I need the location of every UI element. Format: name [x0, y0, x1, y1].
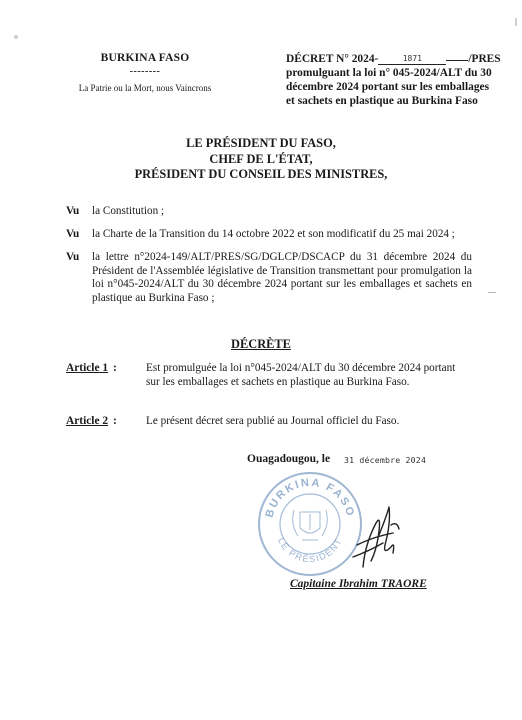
- decree-suffix: /PRES: [468, 53, 501, 65]
- decree-title-line-3: et sachets en plastique au Burkina Faso: [286, 95, 478, 107]
- article-2-text: Le présent décret sera publié au Journal officiel du Faso.: [146, 415, 400, 427]
- visa-text: la Charte de la Transition du 14 octobre 2022 et son modificatif du 25 mai 2024 ;: [92, 228, 455, 240]
- president-line-1: LE PRÉSIDENT DU FASO,: [186, 136, 336, 150]
- handwritten-signature: [335, 495, 415, 575]
- visa-item: [66, 228, 472, 242]
- decree-number: 1871: [378, 54, 446, 65]
- decree-title-line-1: promulguant la loi n° 045-2024/ALT du 30: [286, 67, 492, 79]
- visa-label: Vu: [66, 228, 80, 240]
- decrete-heading: [0, 337, 522, 352]
- article-2-colon: :: [113, 415, 117, 427]
- decree-number-line: [286, 52, 506, 66]
- visa-item: [66, 251, 472, 305]
- visa-text: la Constitution ;: [92, 205, 165, 217]
- president-line-2: CHEF DE L'ÉTAT,: [209, 151, 313, 166]
- scan-speck: [14, 35, 18, 39]
- visa-label: Vu: [66, 205, 80, 217]
- scan-edge-mark: [515, 18, 517, 26]
- header-dashes: --------: [129, 66, 161, 77]
- president-line-3: PRÉSIDENT DU CONSEIL DES MINISTRES,: [134, 167, 388, 181]
- article-1-label: Article 1: [66, 362, 109, 374]
- decree-prefix: DÉCRET N° 2024-: [286, 53, 379, 65]
- header-country-block: [60, 52, 230, 93]
- article-1-colon: :: [113, 362, 117, 374]
- president-title-block: [0, 136, 522, 183]
- signature-place: Ouagadougou, le: [247, 453, 331, 465]
- decrete-text: DÉCRÈTE: [231, 337, 291, 351]
- signature-date: 31 décembre 2024: [344, 455, 427, 465]
- seal-text-bottom: LE PRÉSIDENT: [276, 536, 344, 565]
- margin-mark: [488, 292, 496, 293]
- article-2-label: Article 2: [66, 415, 109, 427]
- decree-header: [286, 52, 506, 108]
- decree-title-line-2: décembre 2024 portant sur les emballages: [286, 81, 490, 93]
- signer-name: Capitaine Ibrahim TRAORE: [290, 578, 427, 590]
- article-1-text: Est promulguée la loi n°045-2024/ALT du 30 décembre 2024 portant sur les emballages et sachets en plastique au Burkina Faso.: [146, 362, 456, 388]
- coat-of-arms-icon: [293, 510, 328, 540]
- national-motto: La Patrie ou la Mort, nous Vaincrons: [78, 83, 212, 93]
- seal-text-top: BURKINA FASO: [263, 476, 357, 519]
- visa-text: la lettre n°2024-149/ALT/PRES/SG/DGLCP/DSCACP du 31 décembre 2024 du Président de l'Assemblée législative de Transition transmettant pour promulgation la loi n°045-2024/ALT du 30 décembre 2024 portant sur les emballages et sachets en plastique au Burkina Faso ;: [92, 251, 472, 304]
- visa-item: [66, 205, 472, 219]
- visa-label: Vu: [66, 251, 80, 263]
- number-underline: [446, 52, 468, 61]
- country-name: BURKINA FASO: [100, 52, 190, 64]
